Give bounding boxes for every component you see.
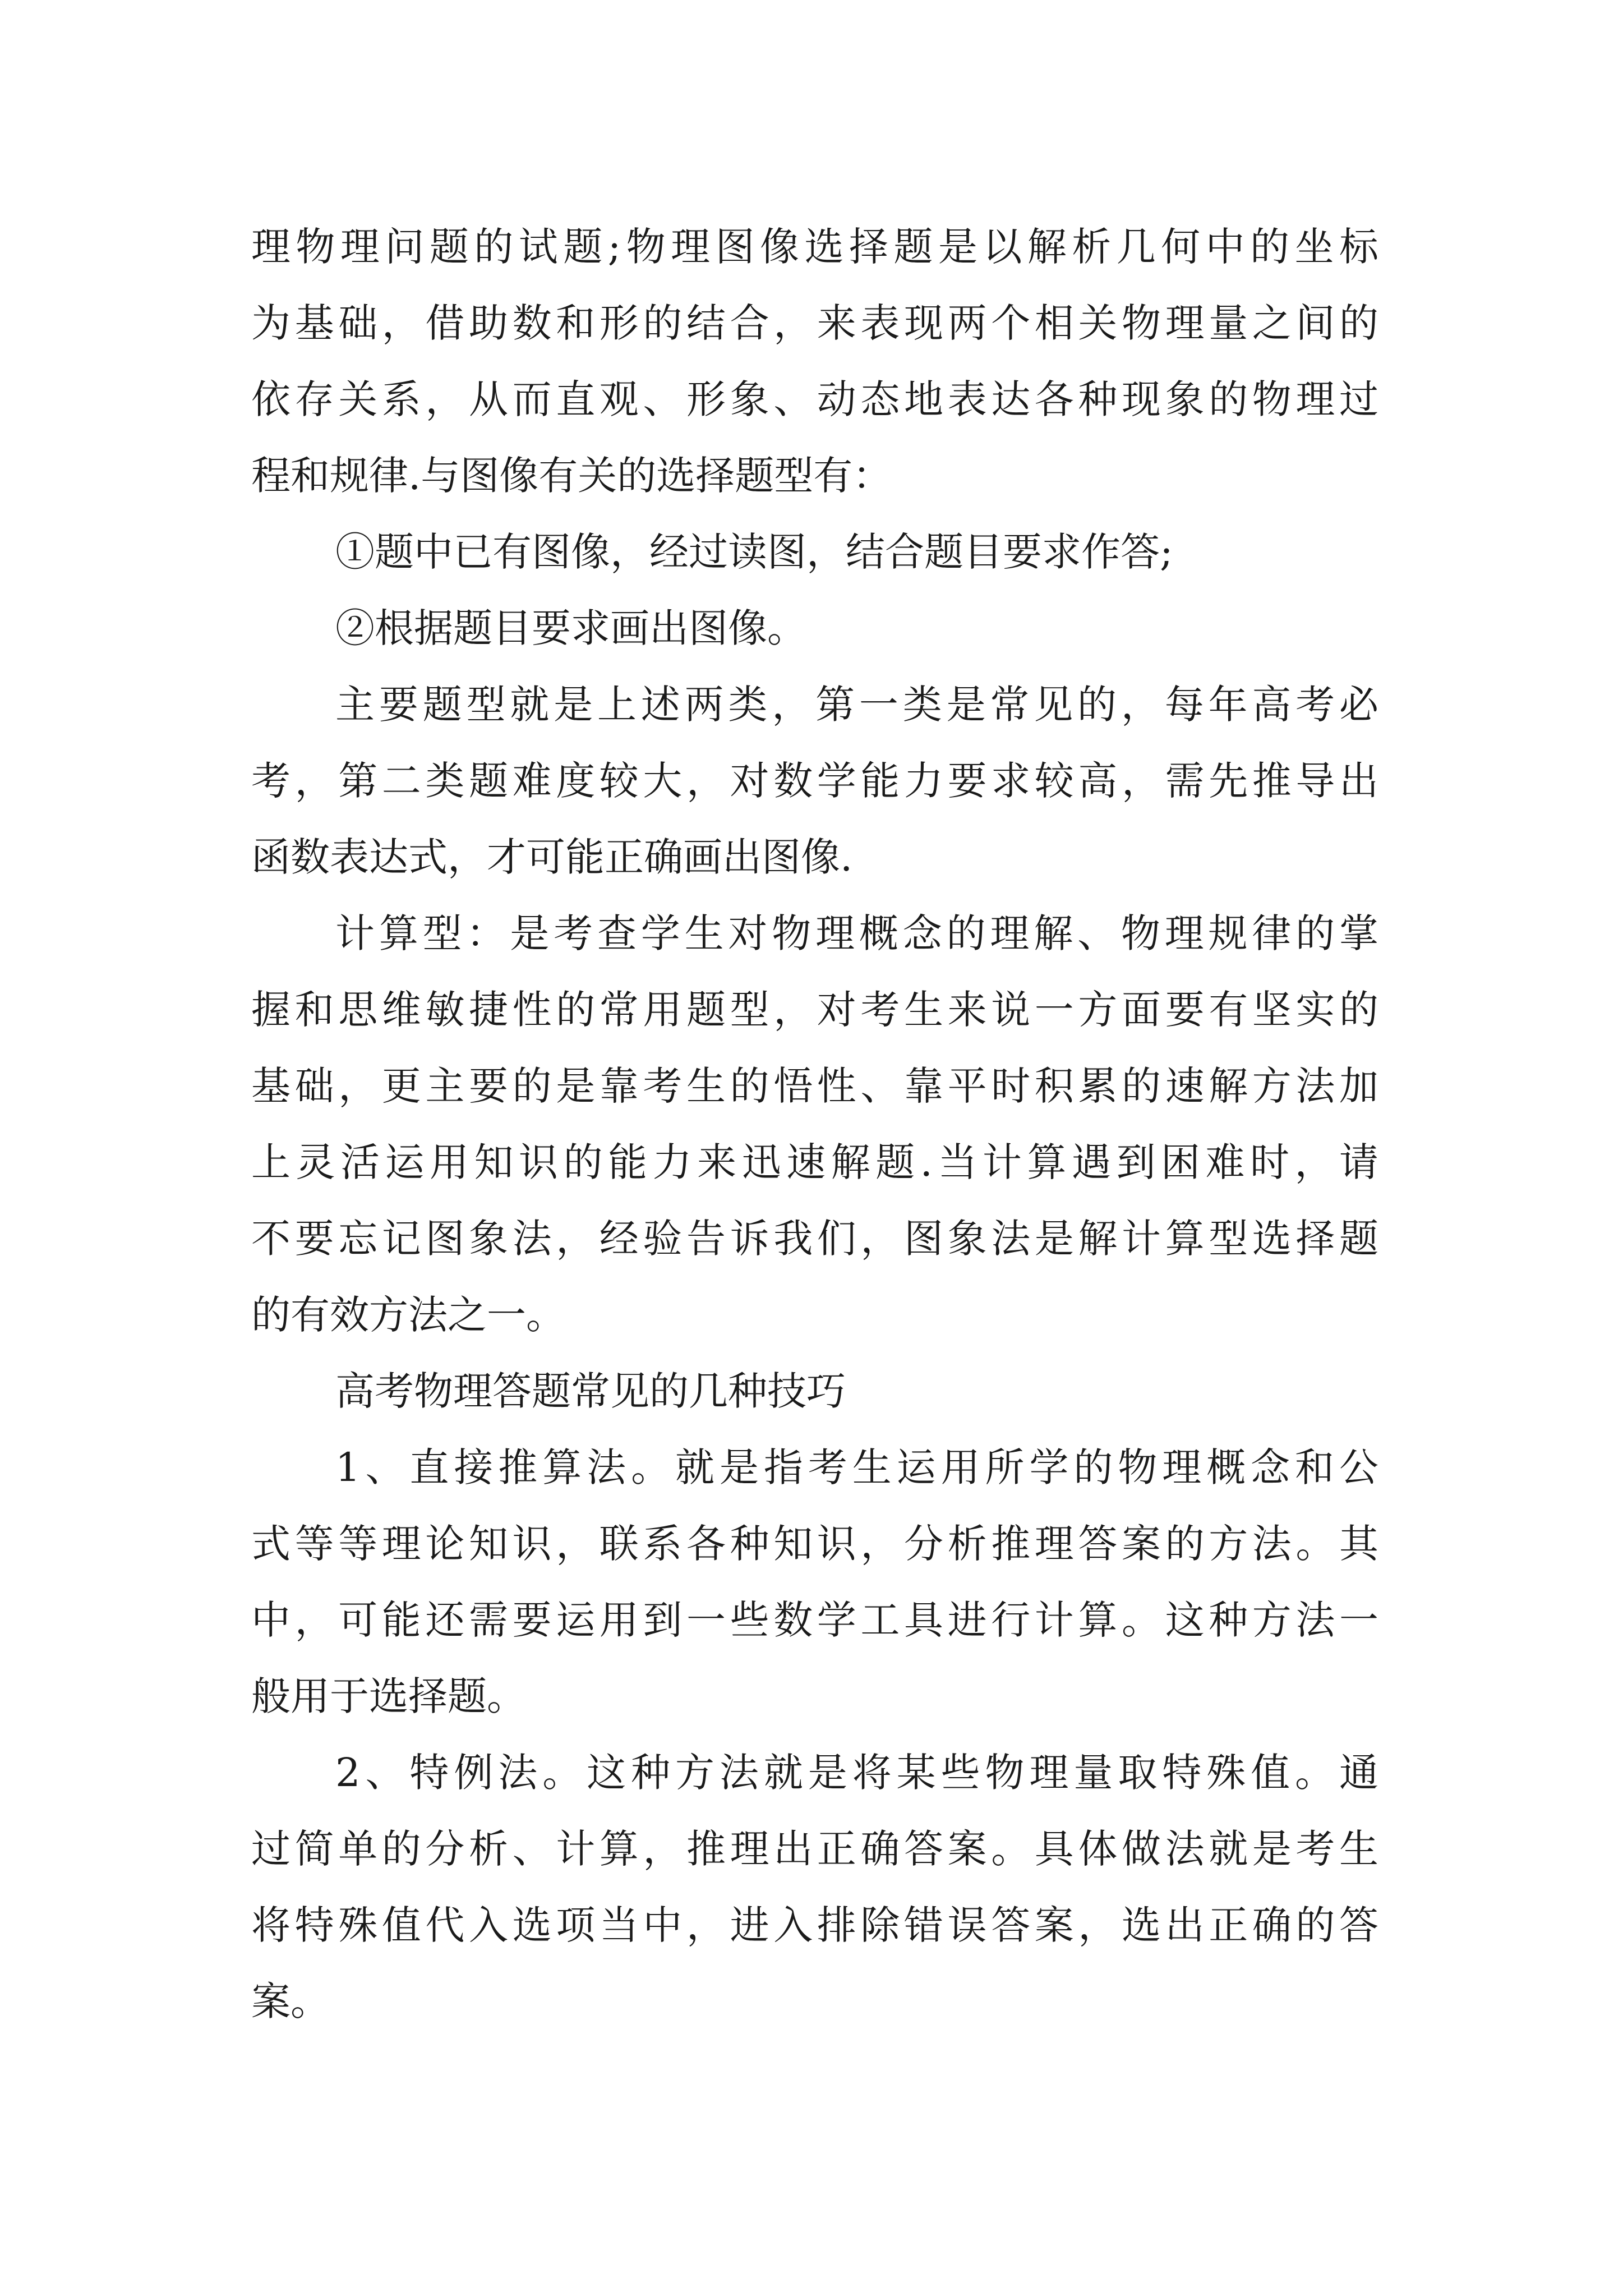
text-line: 般用于选择题。 bbox=[251, 1673, 526, 1719]
text-line: 计算型：是考查学生对物理概念的理解、物理规律的掌 bbox=[335, 910, 1378, 956]
text-line: 为基础，借助数和形的结合，来表现两个相关物理量之间的 bbox=[251, 300, 1378, 346]
text-line: 理物理问题的试题;物理图像选择题是以解析几何中的坐标 bbox=[251, 224, 1378, 270]
text-line: 主要题型就是上述两类，第一类是常见的，每年高考必 bbox=[335, 682, 1378, 728]
text-line: 案。 bbox=[251, 1978, 330, 2024]
text-line: 中，可能还需要运用到一些数学工具进行计算。这种方法一 bbox=[251, 1597, 1378, 1643]
text-line: 依存关系，从而直观、形象、动态地表达各种现象的物理过 bbox=[251, 376, 1378, 422]
text-line: 程和规律.与图像有关的选择题型有： bbox=[251, 453, 892, 499]
section-heading: 高考物理答题常见的几种技巧 bbox=[335, 1368, 846, 1414]
text-line: 函数表达式，才可能正确画出图像. bbox=[251, 834, 853, 880]
text-line: 握和思维敏捷性的常用题型，对考生来说一方面要有坚实的 bbox=[251, 987, 1378, 1033]
text-line: ②根据题目要求画出图像。 bbox=[335, 605, 806, 651]
text-line: 将特殊值代入选项当中，进入排除错误答案，选出正确的答 bbox=[251, 1902, 1378, 1948]
text-line: ①题中已有图像，经过读图，结合题目要求作答; bbox=[335, 529, 1173, 575]
text-line: 考，第二类题难度较大，对数学能力要求较高，需先推导出 bbox=[251, 758, 1378, 804]
text-line: 的有效方法之一。 bbox=[251, 1292, 565, 1338]
text-line: 1、直接推算法。就是指考生运用所学的物理概念和公 bbox=[335, 1444, 1378, 1490]
text-line: 过简单的分析、计算，推理出正确答案。具体做法就是考生 bbox=[251, 1826, 1378, 1872]
text-line: 2、特例法。这种方法就是将某些物理量取特殊值。通 bbox=[335, 1750, 1378, 1796]
text-line: 式等等理论知识，联系各种知识，分析推理答案的方法。其 bbox=[251, 1521, 1378, 1567]
text-line: 基础，更主要的是靠考生的悟性、靠平时积累的速解方法加 bbox=[251, 1063, 1378, 1109]
text-line: 上灵活运用知识的能力来迅速解题.当计算遇到困难时，请 bbox=[251, 1139, 1378, 1185]
body-text bbox=[251, 209, 1378, 2040]
text-line: 不要忘记图象法，经验告诉我们，图象法是解计算型选择题 bbox=[251, 1216, 1378, 1262]
